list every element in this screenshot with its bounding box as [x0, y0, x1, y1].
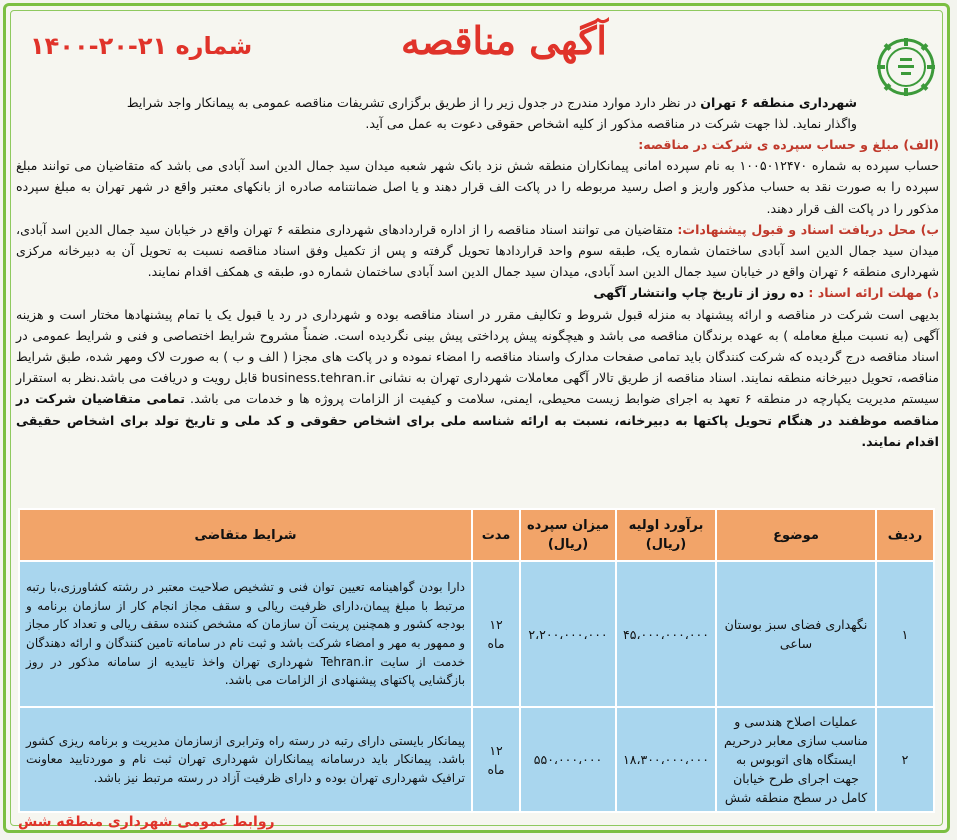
row-deposit: ۲،۲۰۰،۰۰۰،۰۰۰ — [520, 561, 616, 707]
row-conditions: دارا بودن گواهینامه تعیین توان فنی و تشخیص صلاحیت معتبر در رشته کشاورزی،با رتبه مرتبط با مبلغ پیمان،دارای ظرفیت ریالی و سقف مجاز انجام کار از سازمان برنامه و بودجه کشور و همچنین پرینت آن سازمان که مشخص کننده سقف ریالی و تعداد کار مجاز و ممهور به مهر و امضاء شرکت باشد و ثبت نام در سامانه تامین کنندگان و ارائه دهندگان خدمت از سایت Tehran.ir شهرداری تهران واخذ تاییدیه از سامانه مذکور در روز بازگشایی پاکتهای پیشنهادی از الزامات می باشد. — [19, 561, 472, 707]
intro-line2: واگذار نماید. لذا جهت شرکت در مناقصه مذکور از کلیه اشخاص حقوقی دعوت به عمل می آید. — [365, 116, 857, 132]
row-subject: عملیات اصلاح هندسی و مناسب سازی معابر درحریم ایستگاه های اتوبوس به جهت اجرای طرح خیابان کامل در سطح منطقه شش — [716, 707, 876, 812]
table-row — [19, 561, 934, 707]
section-b-heading: ب) محل دریافت اسناد و قبول پیشنهادات: — [677, 221, 940, 237]
table-header-row — [19, 509, 934, 561]
row-index: ۱ — [876, 561, 934, 707]
tender-table — [18, 508, 935, 813]
section-d-heading: د) مهلت ارائه اسناد : — [808, 285, 939, 301]
notice-intro — [16, 92, 857, 134]
header-deposit: میزان سپرده (ریال) — [520, 509, 616, 561]
row-conditions: پیمانکار بایستی دارای رتبه در رسته راه وترابری ازسازمان مدیریت و برنامه ریزی کشور باشد. پیمانکار باید درسامانه پیمانکاران شهرداری تهران ثبت نام و موردتایید معاونت ترافیک شهرداری تهران بوده و دارای ظرفیت آزاد در رسته مرتبط نیز باشد. — [19, 707, 472, 812]
section-b-text: متقاضیان می توانند اسناد مناقصه را از اداره قراردادهای شهرداری منطقه ۶ تهران واقع در خیابان سید جمال الدین اسد آبادی، میدان سید جمال الدین اسد آبادی ساختمان شماره یک، طبقه سوم واحد قراردادها تحویل گرفته و پس از تکمیل وفق اسناد مناقصه نسبت به تحویل آن به دبیرخانه مرکزی شهرداری منطقه ۶ تهران واقع در خیابان سید جمال الدین اسد آبادی، میدان سید جمال الدین اسد آبادی ساختمان شماره دو، طبقه ی همکف اقدام نمایند. — [16, 221, 939, 280]
intro-line1: در نظر دارد موارد مندرج در جدول زیر را از طریق برگزاری تشریفات مناقصه عمومی به پیمانکار واجد شرایط — [126, 95, 701, 110]
notice-header — [20, 18, 837, 76]
section-d-bold-text: تمامی متقاضیان شرکت در مناقصه موظفند در هنگام تحویل پاکتها به دبیرخانه، نسبت به ارائه شناسه ملی برای اشخاص حقوقی و کد ملی و تاریخ تولد برای اشخاص حقیقی اقدام نمایند. — [16, 391, 939, 449]
row-deposit: ۵۵۰،۰۰۰،۰۰۰ — [520, 707, 616, 812]
header-subject: موضوع — [716, 509, 876, 561]
table-row — [19, 707, 934, 812]
section-d-text: بدیهی است شرکت در مناقصه و ارائه پیشنهاد به منزله قبول شروط و تکالیف مقرر در اسناد مناقصه بوده و شهرداری در رد یا قبول یک یا تمام پیشنهادها مختار است و هزینه آگهی (به نسبت مبلغ معامله ) به عهده برندگان مناقصه می باشد و هیچگونه پیش پرداختی پیش بینی نگردیده است. ضمناً مشروح شرایط اختصاصی و فنی و شرایط عمومی در اسناد مناقصه درج گردیده که شرکت کنندگان باید تمامی صفحات مدارک واسناد مناقصه را امضاء نموده و در پاکت های مجزا ( الف و ب ) به صورت لاک ومهر شده، طبق شرایط مناقصه، تحویل دبیرخانه منطقه نمایند. اسناد مناقصه از طریق تالار آگهی معاملات شهرداری تهران به نشانی business.tehran.ir قابل رویت و دریافت می باشد.نظر به استقرار سیستم مدیریت یکپارچه در منطقه ۶ تعهد به اجرای ضوابط زیست محیطی، ایمنی، سلامت و کیفیت از الزامات پروژه ها و خدمات می باشد. — [16, 306, 939, 407]
row-duration: ۱۲ ماه — [472, 561, 520, 707]
row-subject: نگهداری فضای سبز بوستان ساعی — [716, 561, 876, 707]
section-d-value: ده روز از تاریخ چاپ وانتشار آگهی — [593, 285, 809, 301]
section-a-text: حساب سپرده به شماره ۱۰۰۵۰۱۲۴۷۰ به نام سپرده امانی پیمانکاران منطقه شش نزد بانک شهر شعبه میدان سید جمال الدین اسد آبادی می باشد که متقاضیان می توانند مبلغ سپرده را به صورت نقد به حساب مذکور واریز و اصل رسید مربوطه را در پاکت الف قرار دهند و یا اصل ضمانتنامه صادره از بانکهای معتبر واقع در شهر تهران به مبلغ سپرده مذکور را در پاکت الف قرار دهند. — [16, 158, 939, 216]
header-duration: مدت — [472, 509, 520, 561]
footer-public-relations: روابط عمومی شهرداری منطقه شش — [18, 814, 275, 830]
intro-lead: شهرداری منطقه ۶ تهران — [700, 95, 857, 110]
row-duration: ۱۲ ماه — [472, 707, 520, 812]
header-conditions: شرایط متقاضی — [19, 509, 472, 561]
row-index: ۲ — [876, 707, 934, 812]
row-estimate: ۴۵،۰۰۰،۰۰۰،۰۰۰ — [616, 561, 716, 707]
section-a-heading: (الف) مبلغ و حساب سپرده ی شرکت در مناقصه: — [638, 137, 939, 152]
header-index: ردیف — [876, 509, 934, 561]
row-estimate: ۱۸،۳۰۰،۰۰۰،۰۰۰ — [616, 707, 716, 812]
tehran-municipality-emblem-icon — [875, 36, 937, 98]
notice-sections — [16, 134, 939, 452]
notice-title: آگهی مناقصه — [401, 18, 607, 63]
header-estimate: برآورد اولیه (ریال) — [616, 509, 716, 561]
notice-number: شماره ۲۱-۲۰-۱۴۰۰ — [30, 32, 253, 60]
